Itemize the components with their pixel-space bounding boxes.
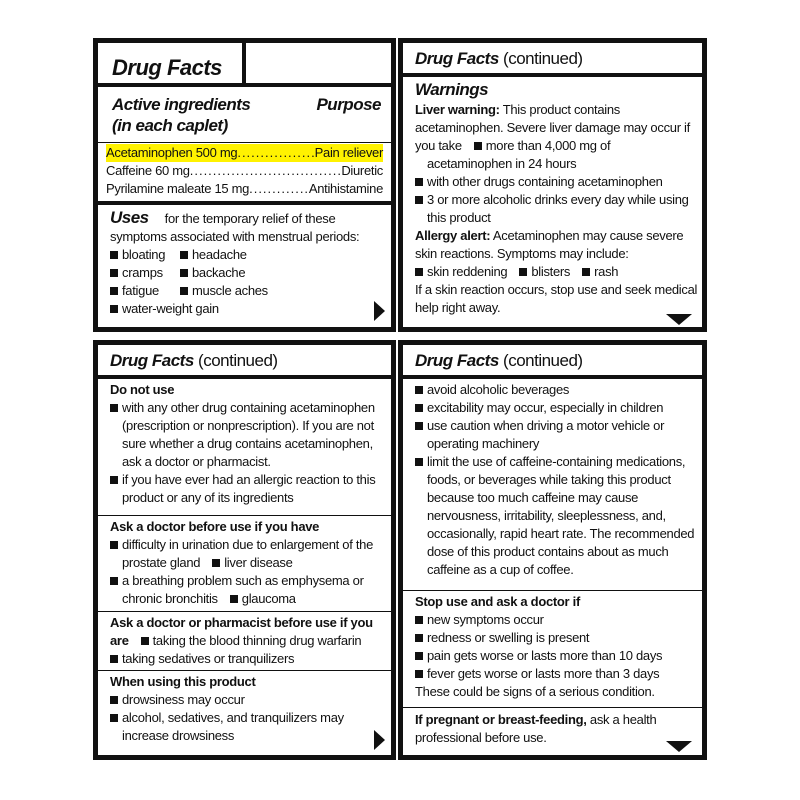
- do-not-use-text: if you have ever had an allergic reaction to this: [122, 472, 376, 487]
- section-divider: [98, 670, 391, 671]
- stop-use-text: fever gets worse or lasts more than 3 days: [427, 666, 660, 681]
- title-divider: [403, 375, 702, 379]
- purpose-heading: Purpose: [316, 95, 381, 114]
- ingredient-row: [106, 180, 383, 198]
- continue-arrow-icon: [666, 314, 692, 325]
- liver-text: more than 4,000 mg of: [485, 138, 611, 153]
- bullet-icon: [415, 422, 423, 430]
- allergy-text: If a skin reaction occurs, stop use and seek medical: [415, 282, 698, 297]
- bullet-icon: [415, 196, 423, 204]
- bullet-icon: [415, 458, 423, 466]
- bullet-icon: [110, 305, 118, 313]
- stop-use-heading: Stop use and ask a doctor if: [415, 594, 580, 609]
- stop-use-text: new symptoms occur: [427, 612, 544, 627]
- pregnancy-label: If pregnant or breast-feeding,: [415, 712, 587, 727]
- do-not-use-text: ask a doctor or pharmacist.: [122, 454, 271, 469]
- ask-doctor-text: liver disease: [224, 555, 293, 570]
- title-divider: [98, 375, 391, 379]
- stop-use-text: pain gets worse or lasts more than 10 days: [427, 648, 663, 663]
- bullet-icon: [415, 178, 423, 186]
- continue-arrow-icon: [666, 741, 692, 752]
- allergy-item: skin reddening: [427, 264, 508, 279]
- drug-facts-panel-1: [93, 38, 396, 332]
- ingredient-row: [106, 162, 383, 180]
- bullet-icon: [110, 404, 118, 412]
- when-using-text: drowsiness may occur: [122, 692, 245, 707]
- bullet-icon: [519, 268, 527, 276]
- bullet-icon: [474, 142, 482, 150]
- bullet-icon: [110, 269, 118, 277]
- active-ingredients-subheading: (in each caplet): [112, 116, 228, 135]
- bullet-icon: [415, 386, 423, 394]
- continued-label: (continued): [198, 351, 278, 370]
- panel-title: Drug Facts: [415, 351, 499, 370]
- uses-heading: Uses: [110, 208, 149, 227]
- liver-text: with other drugs containing acetaminophen: [427, 174, 663, 189]
- continued-label: (continued): [503, 351, 583, 370]
- bullet-icon: [415, 652, 423, 660]
- bullet-icon: [415, 404, 423, 412]
- bullet-icon: [110, 287, 118, 295]
- use-item: bloating: [122, 247, 166, 262]
- warning-text: limit the use of caffeine-containing medications,: [427, 454, 686, 469]
- bullet-icon: [110, 541, 118, 549]
- drug-facts-panel-4: [398, 340, 707, 760]
- ingredient-purpose: Pain reliever: [314, 145, 383, 160]
- ingredient-row: [106, 144, 383, 162]
- bullet-icon: [230, 595, 238, 603]
- bullet-icon: [415, 616, 423, 624]
- allergy-item: blisters: [531, 264, 571, 279]
- do-not-use-heading: Do not use: [110, 382, 175, 397]
- ask-pharmacist-text: taking sedatives or tranquilizers: [122, 651, 295, 666]
- warnings-continued: [415, 381, 695, 579]
- bullet-icon: [110, 655, 118, 663]
- bullet-icon: [180, 269, 188, 277]
- warning-text: excitability may occur, especially in children: [427, 400, 664, 415]
- ask-doctor-heading: Ask a doctor before use if you have: [110, 519, 320, 534]
- title-underline: [242, 83, 391, 87]
- bullet-icon: [110, 714, 118, 722]
- do-not-use-text: (prescription or nonprescription). If you are not: [122, 418, 374, 433]
- bullet-icon: [110, 577, 118, 585]
- bullet-icon: [110, 476, 118, 484]
- liver-text: acetaminophen. Severe liver damage may occur if: [415, 120, 690, 135]
- use-item: water-weight gain: [122, 301, 219, 316]
- ask-pharmacist-text: taking the blood thinning drug warfarin: [152, 633, 362, 648]
- drug-facts-panel-2: [398, 38, 707, 332]
- ask-doctor-text: glaucoma: [241, 591, 296, 606]
- ask-pharmacist-heading: are: [110, 633, 129, 648]
- warning-text: occasionally, rapid heart rate. The recommended: [427, 526, 695, 541]
- ask-doctor-section: [110, 518, 381, 608]
- panel-title-row: [415, 49, 583, 69]
- bullet-icon: [180, 287, 188, 295]
- liver-text: This product contains: [502, 102, 620, 117]
- stop-use-section: [415, 593, 692, 701]
- do-not-use-text: with any other drug containing acetaminophen: [122, 400, 375, 415]
- use-item: backache: [192, 265, 246, 280]
- ask-doctor-text: prostate gland: [122, 555, 201, 570]
- liver-text: acetaminophen in 24 hours: [427, 156, 577, 171]
- warning-text: nervousness, irritability, sleeplessness, and,: [427, 508, 666, 523]
- panel-title: Drug Facts: [112, 55, 222, 80]
- do-not-use-text: sure whether a drug contains acetaminophen,: [122, 436, 373, 451]
- allergy-alert-label: Allergy alert:: [415, 228, 491, 243]
- when-using-text: increase drowsiness: [122, 728, 235, 743]
- warning-text: foods, or beverages while taking this product: [427, 472, 671, 487]
- stop-use-text: redness or swelling is present: [427, 630, 590, 645]
- panel-title: Drug Facts: [415, 49, 499, 68]
- bullet-icon: [110, 696, 118, 704]
- panel-title-row: [415, 351, 583, 371]
- warnings-heading: Warnings: [415, 80, 489, 99]
- liver-warning-label: Liver warning:: [415, 102, 500, 117]
- bullet-icon: [582, 268, 590, 276]
- ingredient-name: Caffeine 60 mg: [106, 163, 190, 178]
- ask-pharmacist-heading: Ask a doctor or pharmacist before use if you: [110, 615, 373, 630]
- ingredient-name: Pyrilamine maleate 15 mg: [106, 181, 250, 196]
- allergy-text: skin reactions. Symptoms may include:: [415, 246, 629, 261]
- liver-text: 3 or more alcoholic drinks every day while using: [427, 192, 689, 207]
- when-using-heading: When using this product: [110, 674, 256, 689]
- warning-text: caffeine as a cup of coffee.: [427, 562, 574, 577]
- allergy-text: help right away.: [415, 300, 501, 315]
- uses-text: symptoms associated with menstrual periods:: [110, 229, 360, 244]
- ask-doctor-text: chronic bronchitis: [122, 591, 218, 606]
- liver-text: you take: [415, 138, 462, 153]
- continued-label: (continued): [503, 49, 583, 68]
- bullet-icon: [415, 670, 423, 678]
- ask-doctor-text: a breathing problem such as emphysema or: [122, 573, 364, 588]
- warning-text: avoid alcoholic beverages: [427, 382, 570, 397]
- bullet-icon: [415, 268, 423, 276]
- pregnancy-text: ask a health: [589, 712, 657, 727]
- use-item: fatigue: [122, 283, 159, 298]
- liver-text: this product: [427, 210, 491, 225]
- warning-text: use caution when driving a motor vehicle or: [427, 418, 665, 433]
- section-divider: [403, 707, 702, 708]
- warning-text: because too much caffeine may cause: [427, 490, 639, 505]
- bullet-icon: [415, 634, 423, 642]
- when-using-section: [110, 673, 381, 745]
- continue-arrow-icon: [374, 730, 385, 750]
- continue-arrow-icon: [374, 301, 385, 321]
- when-using-text: alcohol, sedatives, and tranquilizers may: [122, 710, 344, 725]
- ingredient-purpose: Diuretic: [341, 163, 383, 178]
- bullet-icon: [212, 559, 220, 567]
- do-not-use-text: product or any of its ingredients: [122, 490, 294, 505]
- stop-use-text: These could be signs of a serious condition.: [415, 684, 655, 699]
- warnings-section: [415, 79, 698, 317]
- use-item: headache: [192, 247, 247, 262]
- bullet-icon: [180, 251, 188, 259]
- active-ingredients-heading: Active ingredients: [112, 95, 251, 114]
- section-divider: [98, 515, 391, 516]
- bullet-icon: [141, 637, 149, 645]
- ingredient-purpose: Antihistamine: [308, 181, 383, 196]
- title-divider: [403, 73, 702, 77]
- divider: [98, 142, 391, 143]
- ingredients-list: [106, 144, 383, 198]
- use-item: muscle aches: [192, 283, 268, 298]
- allergy-text: Acetaminophen may cause severe: [492, 228, 684, 243]
- do-not-use-section: [110, 381, 381, 507]
- pregnancy-text: professional before use.: [415, 730, 547, 745]
- drug-facts-panel-3: [93, 340, 396, 760]
- section-divider: [98, 611, 391, 612]
- use-item: cramps: [122, 265, 163, 280]
- section-divider: [98, 201, 391, 205]
- ask-pharmacist-section: [110, 614, 381, 668]
- panel-title: Drug Facts: [110, 351, 194, 370]
- bullet-icon: [110, 251, 118, 259]
- warning-text: operating machinery: [427, 436, 540, 451]
- panel-title-row: [110, 351, 278, 371]
- warning-text: dose of this product contains about as much: [427, 544, 669, 559]
- pregnancy-section: [415, 711, 692, 747]
- uses-text: for the temporary relief of these: [164, 211, 336, 226]
- allergy-item: rash: [594, 264, 619, 279]
- ingredient-name: Acetaminophen 500 mg: [106, 145, 238, 160]
- uses-section: [110, 209, 381, 318]
- section-divider: [403, 590, 702, 591]
- ask-doctor-text: difficulty in urination due to enlargement of the: [122, 537, 374, 552]
